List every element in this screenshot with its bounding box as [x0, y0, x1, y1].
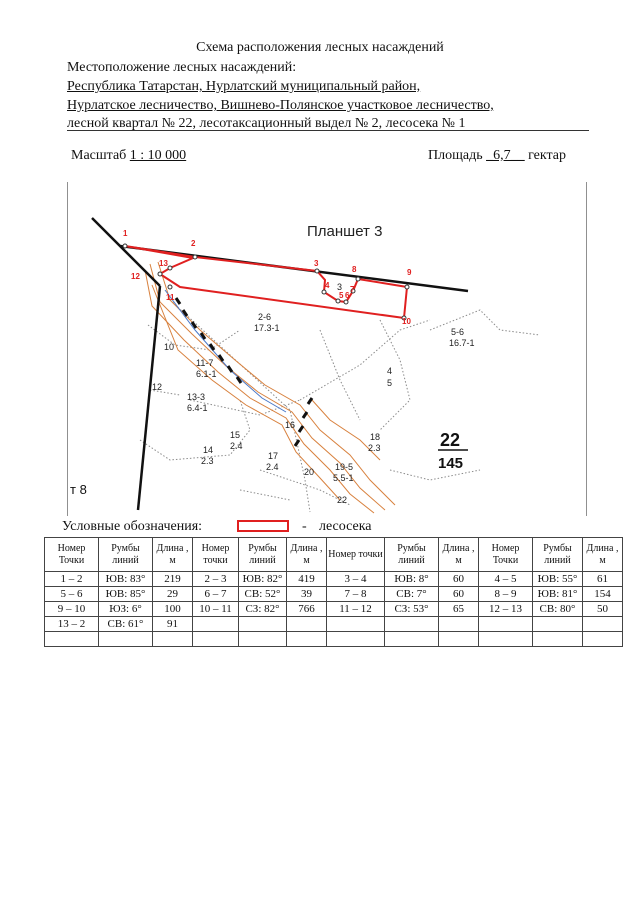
table-cell: СВ: 7°: [385, 587, 439, 602]
header-bearing: Румбы линий: [385, 538, 439, 572]
point-label-13: 13: [159, 259, 168, 268]
table-cell: [99, 632, 153, 647]
sheet-label: Планшет 3: [307, 223, 383, 240]
table-cell: 91: [153, 617, 193, 632]
point-label-8: 8: [352, 265, 357, 274]
bearings-header-row: [45, 538, 623, 572]
location-label: Местоположение лесных насаждений:: [67, 60, 297, 75]
table-cell: 2 – 3: [193, 572, 239, 587]
table-cell: 6 – 7: [193, 587, 239, 602]
location-line-2: Нурлатское лесничество, Вишнево-Полянское участковое лесничество,: [67, 98, 494, 113]
table-cell: СВ: 52°: [239, 587, 287, 602]
table-cell: [385, 617, 439, 632]
table-cell: [287, 617, 327, 632]
allotment-20-num: 20: [304, 467, 315, 477]
scale-value: 1 : 10 000: [129, 148, 187, 163]
table-cell: 65: [439, 602, 479, 617]
allotment-14-sub: 2.3: [201, 456, 214, 466]
allotment-13-sub: 6.4-1: [187, 403, 208, 413]
table-cell: [45, 632, 99, 647]
table-cell: ЮВ: 85°: [99, 587, 153, 602]
bearings-table: [44, 537, 623, 647]
table-cell: ЮЗ: 6°: [99, 602, 153, 617]
table-cell: [193, 632, 239, 647]
table-cell: ЮВ: 82°: [239, 572, 287, 587]
allotment-4-num: 4: [387, 366, 393, 376]
table-cell: [153, 632, 193, 647]
table-cell: [287, 632, 327, 647]
table-cell: [439, 617, 479, 632]
header-point: Номер Точки: [479, 538, 533, 572]
allotment-4-sub: 5: [387, 378, 393, 388]
area-unit: гектар: [524, 148, 567, 163]
header-length: Длина , м: [439, 538, 479, 572]
header-point: Номер точки: [327, 538, 385, 572]
table-row: [45, 587, 623, 602]
table-cell: 4 – 5: [479, 572, 533, 587]
table-cell: [327, 632, 385, 647]
allotment-11-num: 11-7: [196, 358, 214, 368]
point-label-5: 5: [339, 291, 344, 300]
table-cell: 7 – 8: [327, 587, 385, 602]
allotment-19-num: 19-5: [335, 462, 354, 472]
allotment-15-sub: 2.4: [230, 441, 243, 451]
table-cell: [583, 632, 623, 647]
allotment-2-num: 2-6: [258, 312, 272, 322]
table-cell: 219: [153, 572, 193, 587]
allotment-17-sub: 2.4: [266, 462, 279, 472]
table-cell: 5 – 6: [45, 587, 99, 602]
neighbor-quarter-label: т 8: [70, 482, 87, 497]
allotment-3-num: 3: [337, 282, 343, 292]
table-cell: ЮВ: 55°: [533, 572, 583, 587]
location-line-1: Республика Татарстан, Нурлатский муниципальный район,: [67, 79, 421, 94]
table-cell: 50: [583, 602, 623, 617]
table-cell: [239, 617, 287, 632]
allotment-15-num: 15: [230, 430, 241, 440]
table-cell: ЮВ: 8°: [385, 572, 439, 587]
quarter-number: 22: [440, 430, 461, 450]
table-cell: 100: [153, 602, 193, 617]
table-cell: [479, 632, 533, 647]
allotment-labels: [152, 282, 475, 505]
table-cell: 1 – 2: [45, 572, 99, 587]
table-row: [45, 617, 623, 632]
table-row: [45, 632, 623, 647]
table-cell: 10 – 11: [193, 602, 239, 617]
table-row: [45, 572, 623, 587]
table-cell: 3 – 4: [327, 572, 385, 587]
table-cell: [193, 617, 239, 632]
table-cell: СЗ: 82°: [239, 602, 287, 617]
table-cell: СВ: 61°: [99, 617, 153, 632]
header-bearing: Румбы линий: [239, 538, 287, 572]
table-cell: [239, 632, 287, 647]
table-cell: 419: [287, 572, 327, 587]
point-label-4: 4: [325, 281, 330, 290]
point-label-11: 11: [166, 293, 175, 302]
table-cell: 29: [153, 587, 193, 602]
table-cell: СВ: 80°: [533, 602, 583, 617]
legend-felling-swatch: [237, 520, 289, 532]
quarter-area: 145: [438, 455, 464, 472]
point-label-10: 10: [402, 317, 411, 326]
allotment-22-num: 22: [337, 495, 348, 505]
point-label-1: 1: [123, 229, 128, 238]
table-cell: 766: [287, 602, 327, 617]
allotment-13-num: 13-3: [187, 392, 206, 402]
table-cell: 11 – 12: [327, 602, 385, 617]
point-label-7: 7: [350, 285, 355, 294]
allotment-10-num: 10: [164, 342, 175, 352]
area-value: _6,7__: [486, 148, 525, 163]
table-cell: [439, 632, 479, 647]
header-length: Длина , м: [583, 538, 623, 572]
allotment-18-num: 18: [370, 432, 381, 442]
scale-field: [71, 148, 186, 164]
location-line-3: лесной квартал № 22, лесотаксационный выдел № 2, лесосека № 1: [67, 116, 466, 131]
road-line-south: [138, 286, 163, 510]
allotment-5-sub: 16.7-1: [449, 338, 475, 348]
felling-area-polygon: [125, 246, 407, 318]
allotment-17-num: 17: [268, 451, 279, 461]
allotment-19-sub: 5.5-1: [333, 473, 354, 483]
stream-line: [165, 290, 286, 412]
table-cell: ЮВ: 83°: [99, 572, 153, 587]
allotment-2-sub: 17.3-1: [254, 323, 280, 333]
table-cell: [479, 617, 533, 632]
header-bearing: Румбы линий: [533, 538, 583, 572]
table-cell: [385, 632, 439, 647]
point-label-3: 3: [314, 259, 319, 268]
allotment-14-num: 14: [203, 445, 214, 455]
header-point: Номер Точки: [45, 538, 99, 572]
area-label: Площадь: [428, 148, 487, 163]
allotment-16-num: 16: [285, 420, 296, 430]
table-cell: 60: [439, 587, 479, 602]
table-cell: [583, 617, 623, 632]
legend-separator: -: [302, 519, 307, 534]
table-cell: [533, 617, 583, 632]
table-row: [45, 602, 623, 617]
header-bearing: Румбы линий: [99, 538, 153, 572]
table-cell: 12 – 13: [479, 602, 533, 617]
allotment-5-num: 5-6: [451, 327, 465, 337]
allotment-18-sub: 2.3: [368, 443, 381, 453]
document-title: Схема расположения лесных насаждений: [196, 40, 444, 55]
table-cell: 8 – 9: [479, 587, 533, 602]
table-cell: 60: [439, 572, 479, 587]
point-label-2: 2: [191, 239, 196, 248]
forest-map: [67, 182, 587, 516]
table-cell: 61: [583, 572, 623, 587]
header-length: Длина , м: [153, 538, 193, 572]
allotment-12-num: 12: [152, 382, 163, 392]
point-label-6: 6: [345, 291, 350, 300]
header-length: Длина , м: [287, 538, 327, 572]
table-cell: 154: [583, 587, 623, 602]
table-cell: 9 – 10: [45, 602, 99, 617]
table-cell: [533, 632, 583, 647]
scale-label: Масштаб: [71, 148, 130, 163]
table-cell: [327, 617, 385, 632]
table-cell: ЮВ: 81°: [533, 587, 583, 602]
point-label-9: 9: [407, 268, 412, 277]
allotment-11-sub: 6.1-1: [196, 369, 217, 379]
legend-felling-label: лесосека: [319, 519, 372, 534]
table-cell: 13 – 2: [45, 617, 99, 632]
location-underline: [67, 130, 589, 131]
point-label-12: 12: [131, 272, 140, 281]
header-point: Номер точки: [193, 538, 239, 572]
table-cell: СЗ: 53°: [385, 602, 439, 617]
area-field: [428, 148, 566, 164]
table-cell: 39: [287, 587, 327, 602]
legend-label: Условные обозначения:: [62, 519, 203, 534]
